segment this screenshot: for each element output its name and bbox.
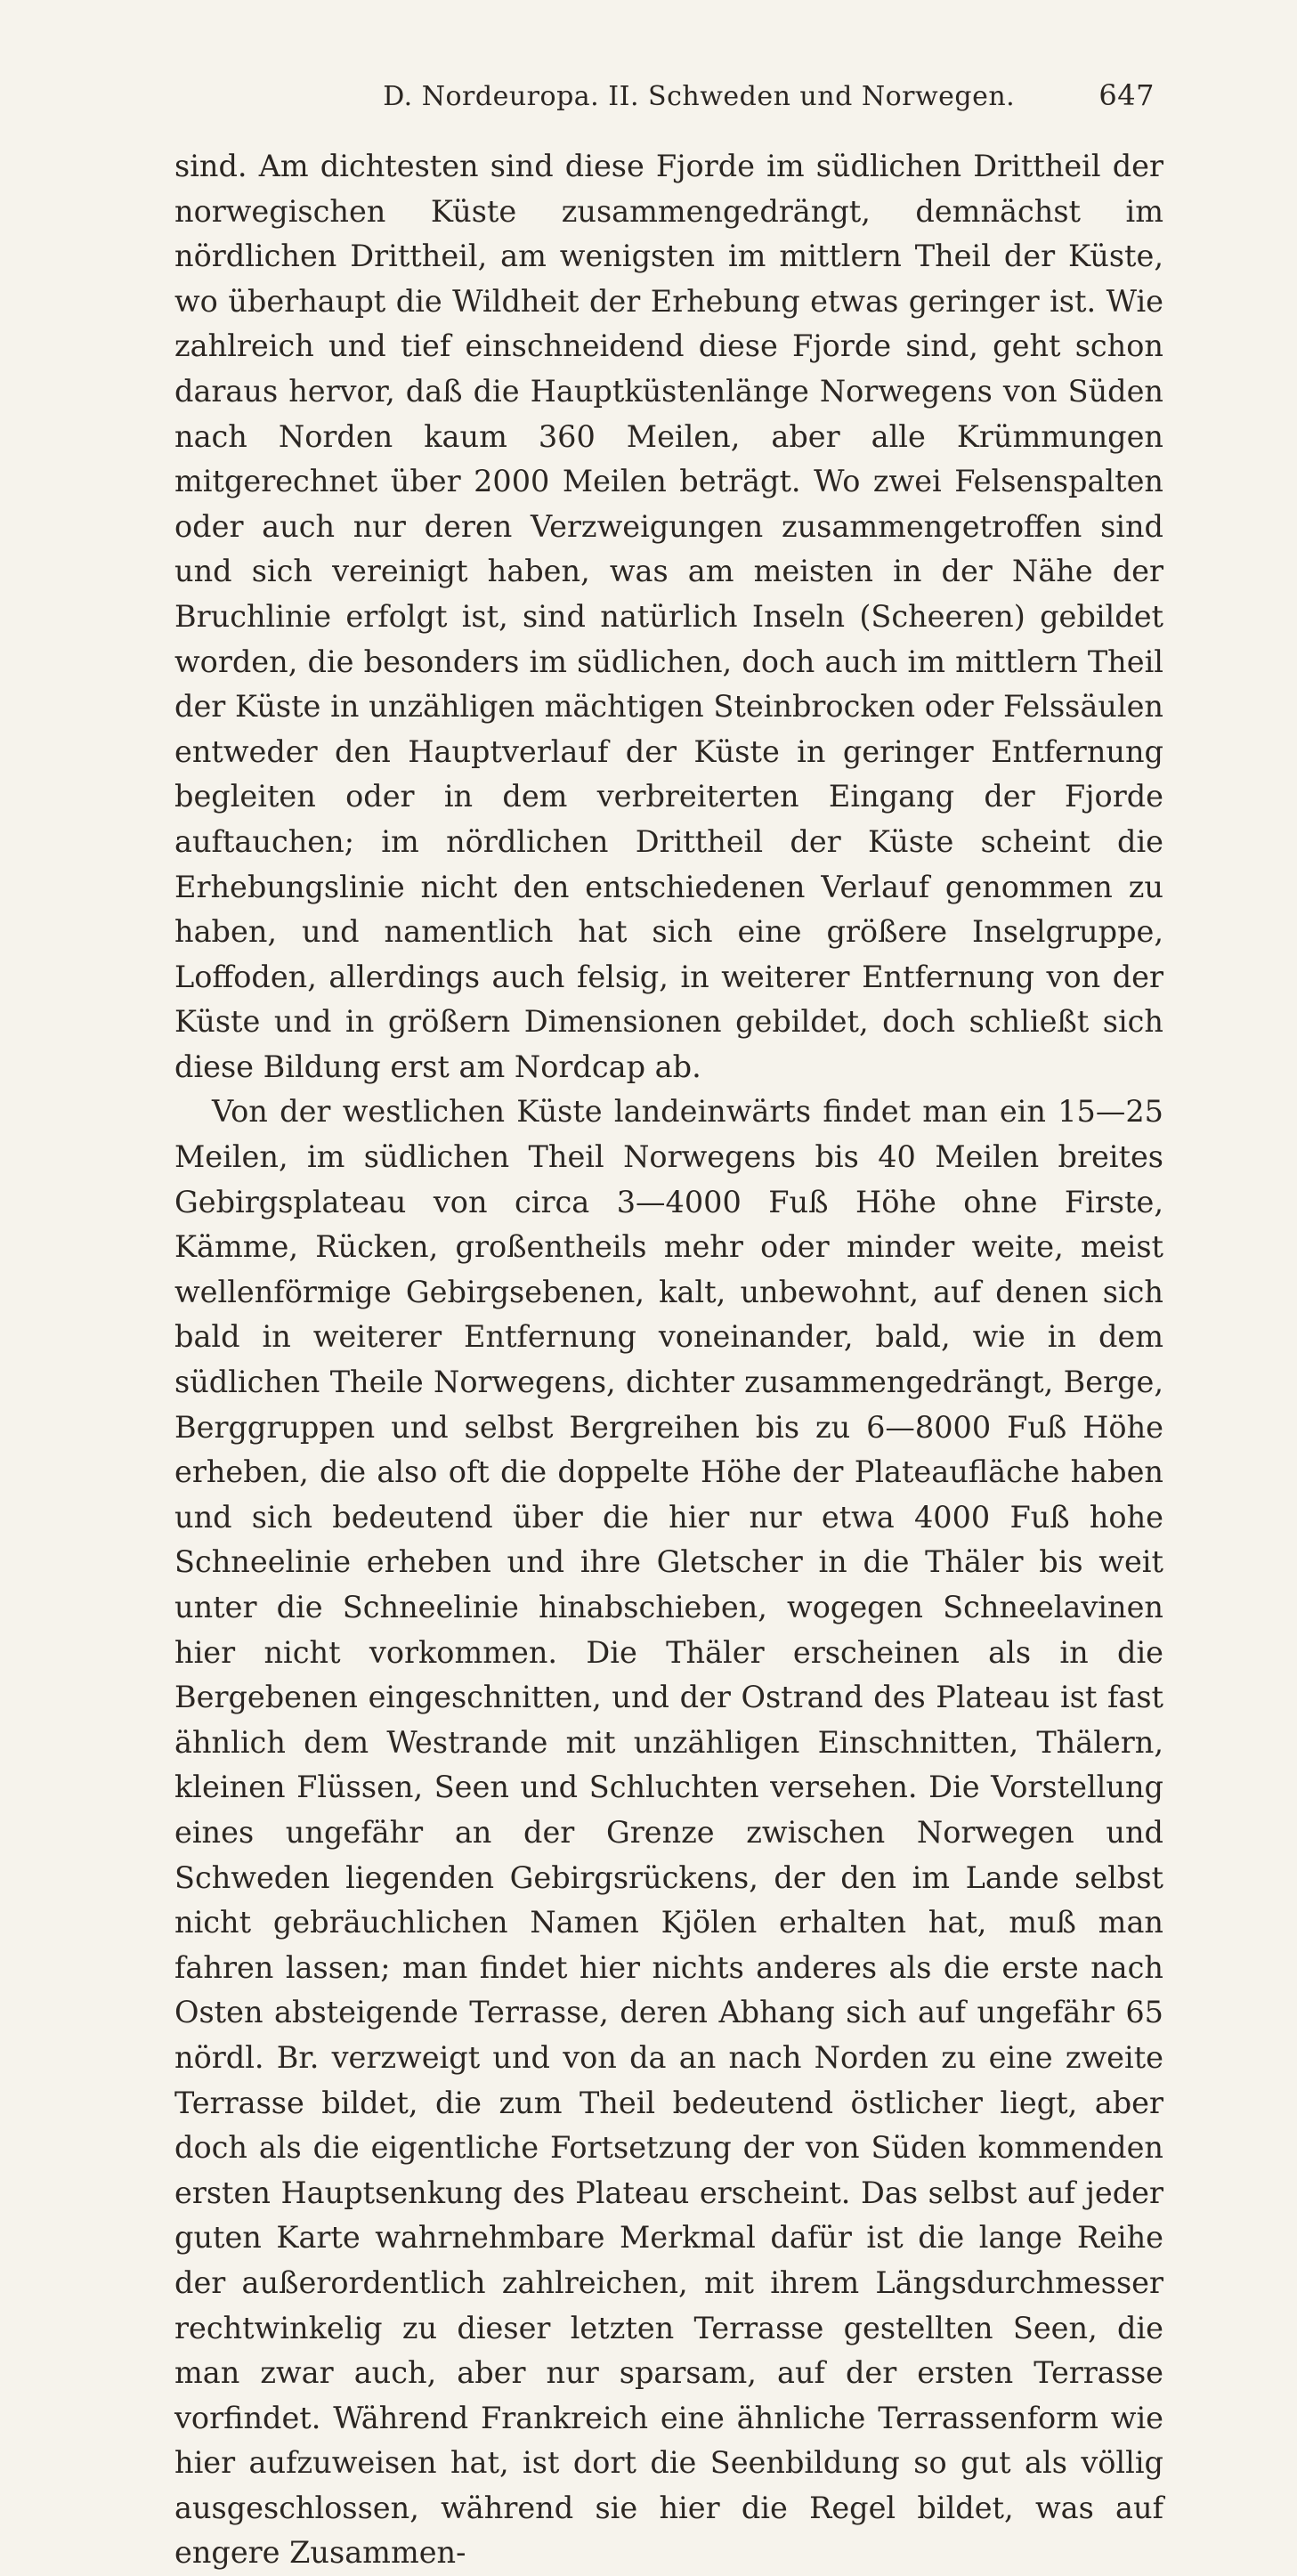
running-head (299, 78, 1155, 128)
paragraph-1: sind. Am dichtesten sind diese Fjorde im südlichen Drittheil der norwegischen Küste zusammengedrängt, demnächst im nördlichen Drittheil, am wenigsten im mittlern Theil der Küste, wo überhaupt die Wildheit der Erhebung etwas geringer ist. Wie zahlreich und tief einschneidend diese Fjorde sind, geht schon daraus hervor, daß die Hauptküstenlänge Norwegens von Süden nach Norden kaum 360 Meilen, aber alle Krümmungen mitgerechnet über 2000 Meilen beträgt. Wo zwei Felsenspalten oder auch nur deren Verzweigungen zusammengetroffen sind und sich vereinigt haben, was am meisten in der Nähe der Bruchlinie erfolgt ist, sind natürlich Inseln (Scheeren) gebildet worden, die besonders im südlichen, doch auch im mittlern Theil der Küste in unzähligen mächtigen Steinbrocken oder Felssäulen entweder den Hauptverlauf der Küste in geringer Entfernung begleiten oder in dem verbreiterten Eingang der Fjorde auftauchen; im nördlichen Drittheil der Küste scheint die Erhebungslinie nicht den entschiedenen Verlauf genommen zu haben, und namentlich hat sich eine größere Inselgruppe, Loffoden, allerdings auch felsig, in weiterer Entfernung von der Küste und in größern Dimensionen gebildet, doch schließt sich diese Bildung erst am Nordcap ab. (174, 149, 1163, 1084)
body-text (174, 144, 1163, 2576)
running-head-title: D. Nordeuropa. II. Schweden und Norwegen. (383, 81, 1016, 112)
page-number: 647 (1098, 78, 1155, 112)
paragraph-2: Von der westlichen Küste landeinwärts findet man ein 15—25 Meilen, im südlichen Theil Norwegens bis 40 Meilen breites Gebirgsplateau von circa 3—4000 Fuß Höhe ohne Firste, Kämme, Rücken, großentheils mehr oder minder weite, meist wellenförmige Gebirgsebenen, kalt, unbewohnt, auf denen sich bald in weiterer Entfernung voneinander, bald, wie in dem südlichen Theile Norwegens, dichter zusammengedrängt, Berge, Berggruppen und selbst Bergreihen bis zu 6—8000 Fuß Höhe erheben, die also oft die doppelte Höhe der Plateaufläche haben und sich bedeutend über die hier nur etwa 4000 Fuß hohe Schneelinie erheben und ihre Gletscher in die Thäler bis weit unter die Schneelinie hinabschieben, wogegen Schneelavinen hier nicht vorkommen. Die Thäler erscheinen als in die Bergebenen eingeschnitten, und der Ostrand des Plateau ist fast ähnlich dem Westrande mit unzähligen Einschnitten, Thälern, kleinen Flüssen, Seen und Schluchten versehen. Die Vorstellung eines ungefähr an der Grenze zwischen Norwegen und Schweden liegenden Gebirgsrückens, der den im Lande selbst nicht gebräuchlichen Namen Kjölen erhalten hat, muß man fahren lassen; man findet hier nichts anderes als die erste nach Osten absteigende Terrasse, deren Abhang sich auf ungefähr 65 nördl. Br. verzweigt und von da an nach Norden zu eine zweite Terrasse bildet, die zum Theil bedeutend östlicher liegt, aber doch als die eigentliche Fortsetzung der von Süden kommenden ersten Hauptsenkung des Plateau erscheint. Das selbst auf jeder guten Karte wahrnehmbare Merkmal dafür ist die lange Reihe der außerordentlich zahlreichen, mit ihrem Längsdurchmesser rechtwinkelig zu dieser letzten Terrasse gestellten Seen, die man zwar auch, aber nur sparsam, auf der ersten Terrasse vorfindet. Während Frankreich eine ähnliche Terrassenform wie hier aufzuweisen hat, ist dort die Seenbildung so gut als völlig ausgeschlossen, während sie hier die Regel bildet, was auf engere Zusammen- (174, 1094, 1163, 2571)
